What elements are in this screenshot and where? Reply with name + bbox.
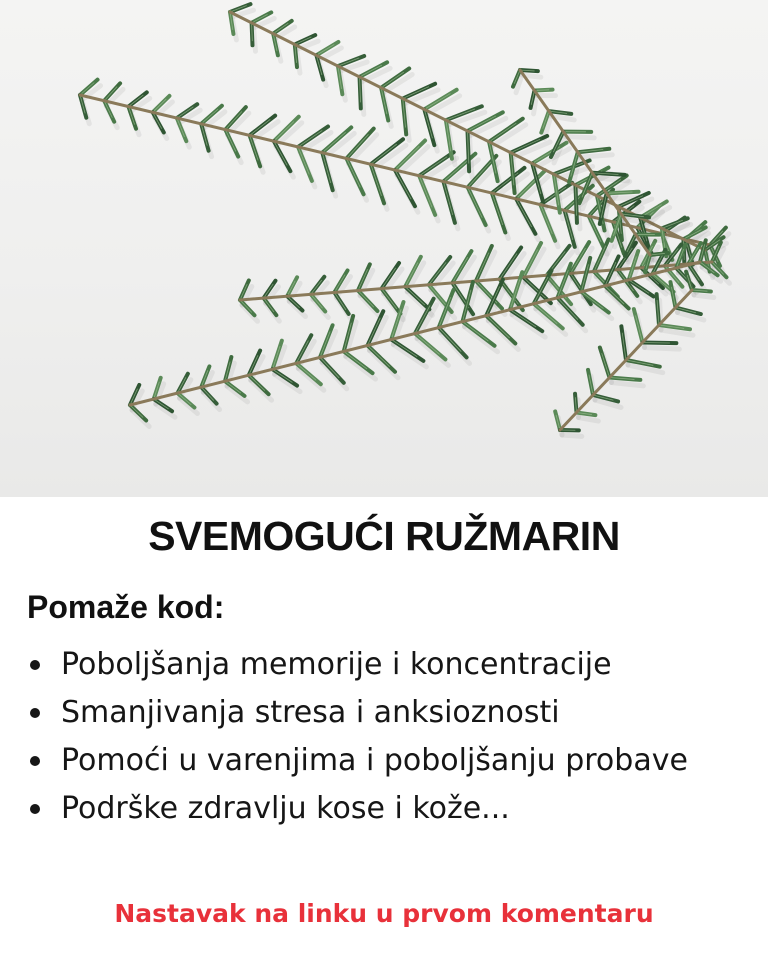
benefit-item — [0, 641, 768, 689]
benefits-heading: Pomaže kod: — [27, 589, 225, 625]
bullet-icon — [30, 756, 40, 766]
benefit-text: Podrške zdravlju kose i kože... — [61, 791, 510, 826]
post-title: SVEMOGUĆI RUŽMARIN — [148, 513, 620, 559]
comment-link-cta[interactable]: Nastavak na linku u prvom komentaru — [114, 899, 654, 928]
benefit-text: Pomoći u varenjima i poboljšanju probave — [61, 743, 688, 778]
benefit-item — [0, 737, 768, 785]
bullet-icon — [30, 660, 40, 670]
benefit-item — [0, 785, 768, 833]
benefit-item — [0, 689, 768, 737]
benefit-text: Smanjivanja stresa i anksioznosti — [61, 695, 560, 730]
bullet-icon — [30, 804, 40, 814]
benefit-text: Poboljšanja memorije i koncentracije — [61, 647, 612, 682]
benefits-list — [0, 641, 768, 833]
bullet-icon — [30, 708, 40, 718]
post-text — [0, 497, 768, 960]
